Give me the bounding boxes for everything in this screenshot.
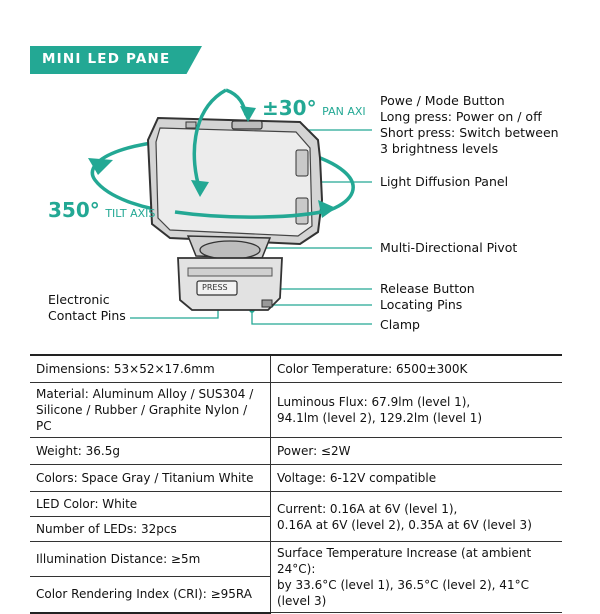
press-label: PRESS — [202, 283, 228, 292]
spec-surface-line-2: by 33.6°C (level 1), 36.5°C (level 2), 41°C (level 3) — [277, 578, 529, 608]
spec-color-temperature: Color Temperature: 6500±300K — [271, 355, 563, 383]
pan-axis-value: ±30° — [262, 96, 317, 120]
specs-row — [30, 355, 562, 383]
specs-table — [30, 354, 562, 614]
callout-contact-1: Electronic — [48, 292, 110, 307]
spec-led-count: Number of LEDs: 32pcs — [30, 517, 271, 542]
pivot — [188, 236, 270, 259]
spec-power: Power: ≤2W — [271, 438, 563, 465]
spec-material-line-1: Material: Aluminum Alloy / SUS304 / — [36, 387, 254, 401]
specs-row — [30, 383, 562, 438]
callout-release: Release Button — [380, 281, 475, 296]
spec-luminous-flux — [271, 383, 563, 438]
specs-row — [30, 542, 562, 577]
spec-led-color: LED Color: White — [30, 492, 271, 517]
callout-power-short-1: Short press: Switch between — [380, 125, 559, 140]
tilt-axis-value: 350° — [48, 198, 100, 222]
spec-current-line-1: Current: 0.16A at 6V (level 1), — [277, 501, 458, 516]
clamp-base — [178, 258, 282, 310]
pan-axis-label — [262, 96, 366, 120]
tilt-axis-text: TILT AXIS — [105, 207, 156, 220]
product-title: MINI LED PANE — [42, 51, 171, 67]
callout-locating: Locating Pins — [380, 297, 463, 312]
spec-illumination-distance: Illumination Distance: ≥5m — [30, 542, 271, 577]
spec-surface-temperature — [271, 542, 563, 613]
leader-clamp — [252, 310, 372, 324]
specs-row — [30, 492, 562, 517]
callout-power-short-2: 3 brightness levels — [380, 141, 499, 156]
spec-dimensions: Dimensions: 53×52×17.6mm — [30, 355, 271, 383]
callout-contact-2: Contact Pins — [48, 308, 126, 323]
spec-material-line-2: Silicone / Rubber / Graphite Nylon / PC — [36, 403, 248, 433]
led-panel — [148, 118, 322, 244]
spec-material — [30, 383, 271, 438]
spec-colors: Colors: Space Gray / Titanium White — [30, 465, 271, 492]
spec-flux-line-1: Luminous Flux: 67.9lm (level 1), — [277, 395, 471, 409]
spec-current — [271, 492, 563, 542]
spec-voltage: Voltage: 6-12V compatible — [271, 465, 563, 492]
spec-surface-line-1: Surface Temperature Increase (at ambient 24°C): — [277, 546, 532, 576]
spec-cri: Color Rendering Index (CRI): ≥95RA — [30, 577, 271, 613]
power-mode-button — [232, 121, 262, 129]
pan-axis-text: PAN AXI — [322, 105, 366, 118]
callout-contact-pins — [48, 292, 126, 324]
callout-power-mode — [380, 93, 559, 157]
callout-diffusion: Light Diffusion Panel — [380, 174, 509, 189]
tilt-axis-label — [48, 198, 155, 222]
specs-row — [30, 465, 562, 492]
specs-row — [30, 438, 562, 465]
spec-current-line-2: 0.16A at 6V (level 2), 0.35A at 6V (level 3) — [277, 517, 532, 532]
callout-pivot: Multi-Directional Pivot — [380, 240, 518, 255]
callout-power-title: Powe / Mode Button — [380, 93, 505, 108]
callout-clamp: Clamp — [380, 317, 420, 332]
spec-flux-line-2: 94.1lm (level 2), 129.2lm (level 1) — [277, 411, 483, 425]
spec-weight: Weight: 36.5g — [30, 438, 271, 465]
callout-power-long: Long press: Power on / off — [380, 109, 542, 124]
